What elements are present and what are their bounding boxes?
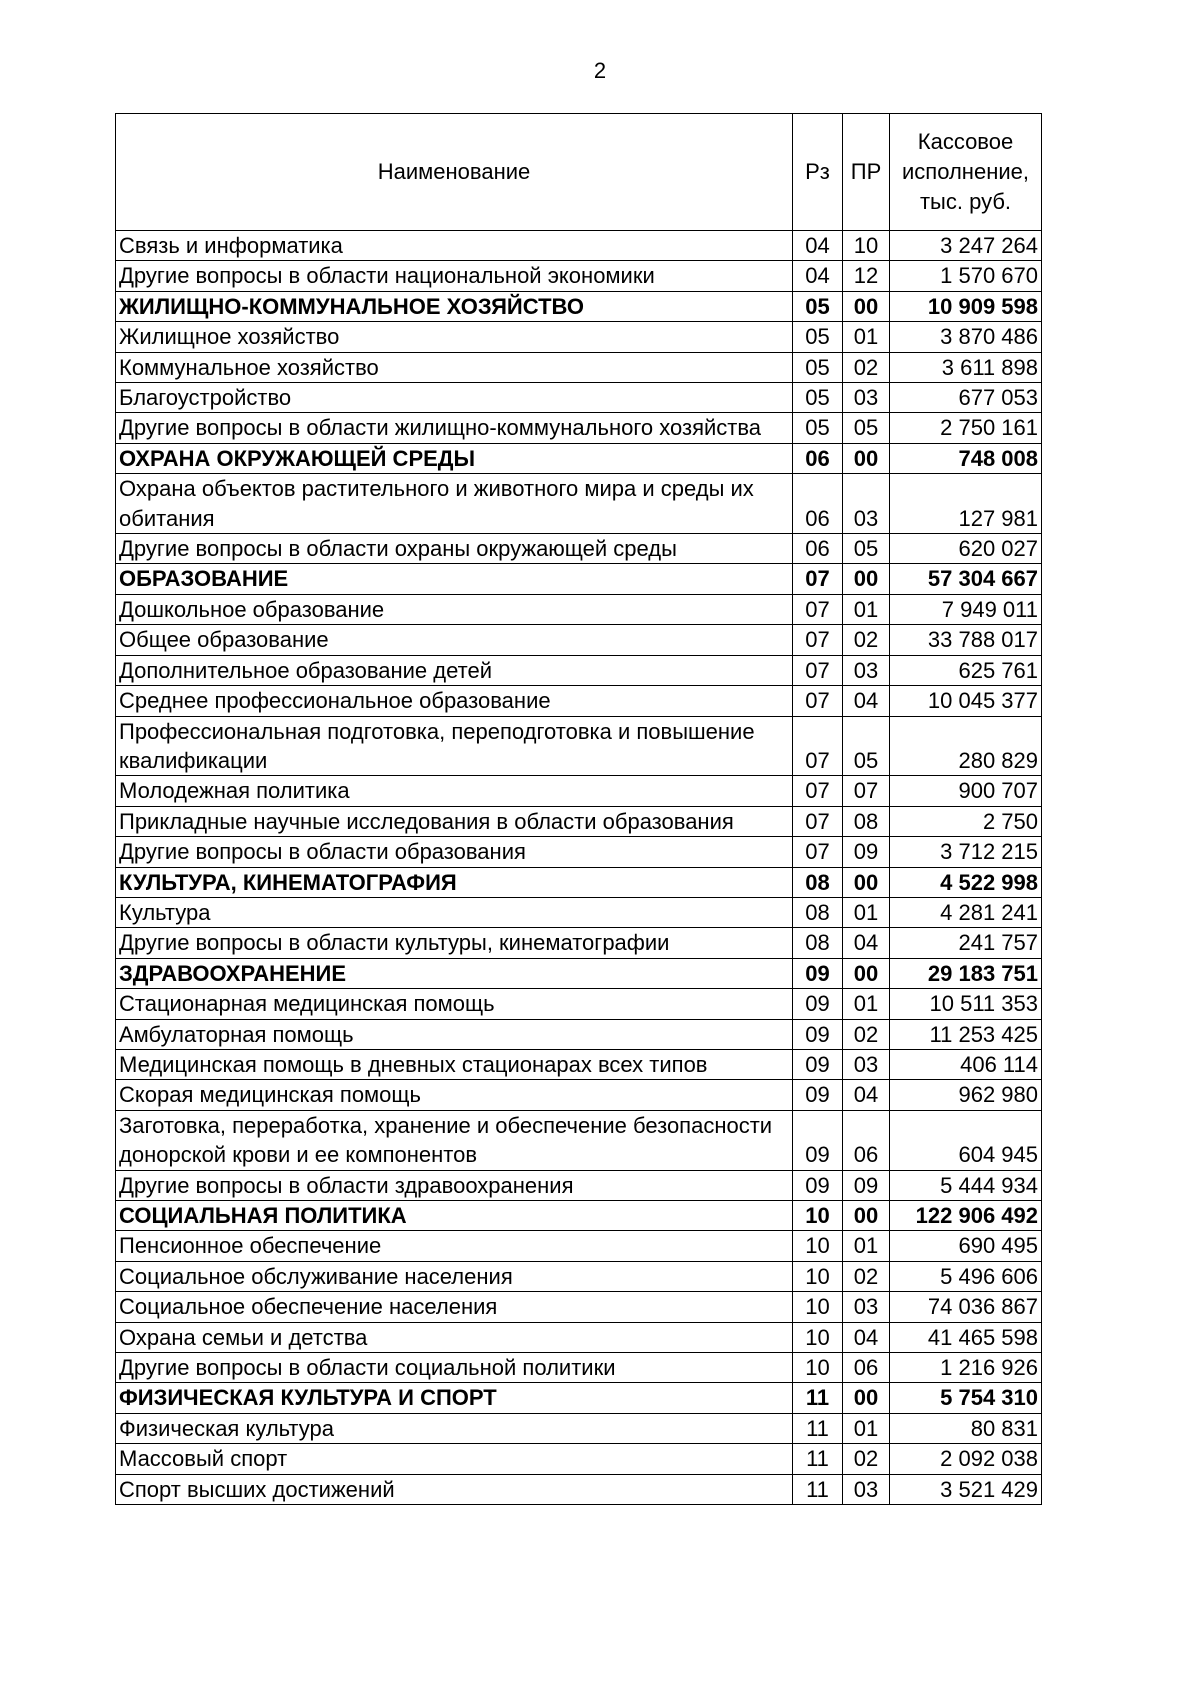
table-row: [116, 1322, 1042, 1352]
row-amount: 748 008: [890, 443, 1042, 473]
row-amount: 4 522 998: [890, 867, 1042, 897]
row-pr: 03: [843, 474, 890, 534]
row-pr: 10: [843, 231, 890, 261]
row-pr: 02: [843, 352, 890, 382]
row-rz: 06: [793, 534, 843, 564]
row-rz: 07: [793, 594, 843, 624]
row-pr: 01: [843, 322, 890, 352]
row-rz: 09: [793, 958, 843, 988]
row-amount: 7 949 011: [890, 594, 1042, 624]
table-row: [116, 897, 1042, 927]
row-amount: 33 788 017: [890, 625, 1042, 655]
table-row: [116, 1080, 1042, 1110]
row-rz: 08: [793, 867, 843, 897]
row-amount: 29 183 751: [890, 958, 1042, 988]
row-name: Охрана объектов растительного и животного мира и среды их обитания: [116, 474, 793, 534]
row-name: Физическая культура: [116, 1413, 793, 1443]
table-row: [116, 261, 1042, 291]
row-pr: 02: [843, 1444, 890, 1474]
header-pr: ПР: [843, 114, 890, 231]
row-rz: 09: [793, 1110, 843, 1170]
row-amount: 5 444 934: [890, 1170, 1042, 1200]
table-row: [116, 1231, 1042, 1261]
row-rz: 10: [793, 1261, 843, 1291]
row-name: Среднее профессиональное образование: [116, 686, 793, 716]
row-amount: 74 036 867: [890, 1292, 1042, 1322]
row-amount: 620 027: [890, 534, 1042, 564]
row-pr: 01: [843, 1413, 890, 1443]
table-row: [116, 474, 1042, 534]
row-rz: 07: [793, 806, 843, 836]
row-amount: 2 750: [890, 806, 1042, 836]
row-name: ЗДРАВООХРАНЕНИЕ: [116, 958, 793, 988]
section-row: [116, 958, 1042, 988]
row-name: Спорт высших достижений: [116, 1474, 793, 1504]
row-rz: 07: [793, 564, 843, 594]
row-rz: 05: [793, 413, 843, 443]
table-row: [116, 1261, 1042, 1291]
row-name: Охрана семьи и детства: [116, 1322, 793, 1352]
budget-execution-table: [115, 113, 1042, 1505]
table-row: [116, 686, 1042, 716]
row-rz: 11: [793, 1413, 843, 1443]
section-row: [116, 867, 1042, 897]
row-amount: 10 909 598: [890, 291, 1042, 321]
row-pr: 02: [843, 1019, 890, 1049]
section-row: [116, 1201, 1042, 1231]
row-rz: 10: [793, 1201, 843, 1231]
row-name: Прикладные научные исследования в области образования: [116, 806, 793, 836]
row-amount: 5 754 310: [890, 1383, 1042, 1413]
row-amount: 3 611 898: [890, 352, 1042, 382]
table-row: [116, 534, 1042, 564]
table-body: [116, 231, 1042, 1505]
table-row: [116, 1474, 1042, 1504]
row-rz: 05: [793, 383, 843, 413]
row-rz: 06: [793, 443, 843, 473]
row-name: Социальное обеспечение населения: [116, 1292, 793, 1322]
row-pr: 03: [843, 383, 890, 413]
table-row: [116, 776, 1042, 806]
row-amount: 406 114: [890, 1049, 1042, 1079]
row-name: Другие вопросы в области жилищно-коммунального хозяйства: [116, 413, 793, 443]
row-name: Общее образование: [116, 625, 793, 655]
row-amount: 5 496 606: [890, 1261, 1042, 1291]
row-pr: 12: [843, 261, 890, 291]
section-row: [116, 443, 1042, 473]
row-name: Скорая медицинская помощь: [116, 1080, 793, 1110]
row-amount: 4 281 241: [890, 897, 1042, 927]
page-number: 2: [593, 58, 607, 83]
table-row: [116, 594, 1042, 624]
row-rz: 11: [793, 1383, 843, 1413]
row-amount: 41 465 598: [890, 1322, 1042, 1352]
row-amount: 900 707: [890, 776, 1042, 806]
row-pr: 08: [843, 806, 890, 836]
table-row: [116, 806, 1042, 836]
row-rz: 09: [793, 1019, 843, 1049]
row-rz: 09: [793, 1049, 843, 1079]
header-name: Наименование: [116, 114, 793, 231]
row-amount: 57 304 667: [890, 564, 1042, 594]
row-rz: 06: [793, 474, 843, 534]
row-amount: 241 757: [890, 928, 1042, 958]
row-rz: 11: [793, 1444, 843, 1474]
table-row: [116, 928, 1042, 958]
row-pr: 00: [843, 867, 890, 897]
table-row: [116, 352, 1042, 382]
row-amount: 1 216 926: [890, 1353, 1042, 1383]
row-name: ЖИЛИЩНО-КОММУНАЛЬНОЕ ХОЗЯЙСТВО: [116, 291, 793, 321]
row-pr: 06: [843, 1110, 890, 1170]
row-rz: 09: [793, 1170, 843, 1200]
row-amount: 280 829: [890, 716, 1042, 776]
table-row: [116, 1292, 1042, 1322]
row-name: Амбулаторная помощь: [116, 1019, 793, 1049]
row-rz: 09: [793, 1080, 843, 1110]
row-rz: 04: [793, 261, 843, 291]
row-pr: 01: [843, 594, 890, 624]
table-row: [116, 837, 1042, 867]
row-rz: 07: [793, 776, 843, 806]
table-row: [116, 989, 1042, 1019]
row-rz: 07: [793, 686, 843, 716]
row-pr: 00: [843, 958, 890, 988]
row-pr: 09: [843, 837, 890, 867]
table-row: [116, 322, 1042, 352]
row-rz: 10: [793, 1322, 843, 1352]
row-name: СОЦИАЛЬНАЯ ПОЛИТИКА: [116, 1201, 793, 1231]
row-pr: 07: [843, 776, 890, 806]
row-amount: 3 521 429: [890, 1474, 1042, 1504]
row-name: Социальное обслуживание населения: [116, 1261, 793, 1291]
table-row: [116, 1413, 1042, 1443]
row-name: ОХРАНА ОКРУЖАЮЩЕЙ СРЕДЫ: [116, 443, 793, 473]
row-name: Пенсионное обеспечение: [116, 1231, 793, 1261]
row-pr: 02: [843, 1261, 890, 1291]
row-pr: 03: [843, 1049, 890, 1079]
row-pr: 05: [843, 716, 890, 776]
row-amount: 80 831: [890, 1413, 1042, 1443]
table-row: [116, 1110, 1042, 1170]
row-amount: 127 981: [890, 474, 1042, 534]
header-rz: Рз: [793, 114, 843, 231]
row-pr: 05: [843, 534, 890, 564]
row-name: Другие вопросы в области культуры, кинематографии: [116, 928, 793, 958]
row-name: Другие вопросы в области здравоохранения: [116, 1170, 793, 1200]
row-name: Заготовка, переработка, хранение и обеспечение безопасности донорской крови и ее компонентов: [116, 1110, 793, 1170]
row-pr: 03: [843, 655, 890, 685]
row-pr: 01: [843, 989, 890, 1019]
row-amount: 3 247 264: [890, 231, 1042, 261]
row-name: Молодежная политика: [116, 776, 793, 806]
row-name: КУЛЬТУРА, КИНЕМАТОГРАФИЯ: [116, 867, 793, 897]
row-amount: 11 253 425: [890, 1019, 1042, 1049]
row-amount: 962 980: [890, 1080, 1042, 1110]
row-name: Другие вопросы в области национальной экономики: [116, 261, 793, 291]
row-pr: 04: [843, 1322, 890, 1352]
row-name: Профессиональная подготовка, переподготовка и повышение квалификации: [116, 716, 793, 776]
table-row: [116, 1170, 1042, 1200]
row-rz: 07: [793, 625, 843, 655]
row-name: Медицинская помощь в дневных стационарах всех типов: [116, 1049, 793, 1079]
row-amount: 690 495: [890, 1231, 1042, 1261]
row-pr: 03: [843, 1474, 890, 1504]
row-amount: 625 761: [890, 655, 1042, 685]
row-pr: 05: [843, 413, 890, 443]
row-pr: 04: [843, 1080, 890, 1110]
row-pr: 00: [843, 1383, 890, 1413]
row-rz: 10: [793, 1231, 843, 1261]
row-name: ФИЗИЧЕСКАЯ КУЛЬТУРА И СПОРТ: [116, 1383, 793, 1413]
row-name: Культура: [116, 897, 793, 927]
table-row: [116, 231, 1042, 261]
row-pr: 00: [843, 564, 890, 594]
row-amount: 10 045 377: [890, 686, 1042, 716]
table-row: [116, 413, 1042, 443]
row-pr: 00: [843, 1201, 890, 1231]
row-name: ОБРАЗОВАНИЕ: [116, 564, 793, 594]
row-pr: 00: [843, 291, 890, 321]
table-row: [116, 716, 1042, 776]
row-pr: 02: [843, 625, 890, 655]
row-name: Дошкольное образование: [116, 594, 793, 624]
row-rz: 05: [793, 291, 843, 321]
row-pr: 01: [843, 897, 890, 927]
table-row: [116, 383, 1042, 413]
row-name: Дополнительное образование детей: [116, 655, 793, 685]
table-row: [116, 655, 1042, 685]
row-amount: 3 712 215: [890, 837, 1042, 867]
table-row: [116, 1049, 1042, 1079]
row-pr: 01: [843, 1231, 890, 1261]
table-header-row: [116, 114, 1042, 231]
header-amount: Кассовое исполнение, тыс. руб.: [890, 114, 1042, 231]
row-name: Другие вопросы в области социальной политики: [116, 1353, 793, 1383]
row-pr: 09: [843, 1170, 890, 1200]
row-amount: 122 906 492: [890, 1201, 1042, 1231]
row-name: Другие вопросы в области образования: [116, 837, 793, 867]
row-name: Жилищное хозяйство: [116, 322, 793, 352]
row-name: Благоустройство: [116, 383, 793, 413]
row-amount: 2 092 038: [890, 1444, 1042, 1474]
row-name: Другие вопросы в области охраны окружающей среды: [116, 534, 793, 564]
row-rz: 10: [793, 1292, 843, 1322]
section-row: [116, 291, 1042, 321]
row-rz: 09: [793, 989, 843, 1019]
row-rz: 10: [793, 1353, 843, 1383]
row-pr: 04: [843, 686, 890, 716]
row-rz: 08: [793, 928, 843, 958]
row-rz: 07: [793, 716, 843, 776]
row-rz: 05: [793, 352, 843, 382]
row-rz: 11: [793, 1474, 843, 1504]
row-rz: 05: [793, 322, 843, 352]
row-rz: 08: [793, 897, 843, 927]
row-rz: 04: [793, 231, 843, 261]
row-pr: 04: [843, 928, 890, 958]
row-amount: 604 945: [890, 1110, 1042, 1170]
row-pr: 06: [843, 1353, 890, 1383]
table-row: [116, 1019, 1042, 1049]
row-name: Коммунальное хозяйство: [116, 352, 793, 382]
table-row: [116, 625, 1042, 655]
row-name: Массовый спорт: [116, 1444, 793, 1474]
section-row: [116, 564, 1042, 594]
row-amount: 3 870 486: [890, 322, 1042, 352]
row-amount: 677 053: [890, 383, 1042, 413]
row-amount: 1 570 670: [890, 261, 1042, 291]
row-rz: 07: [793, 655, 843, 685]
row-name: Стационарная медицинская помощь: [116, 989, 793, 1019]
row-pr: 00: [843, 443, 890, 473]
row-name: Связь и информатика: [116, 231, 793, 261]
row-rz: 07: [793, 837, 843, 867]
row-pr: 03: [843, 1292, 890, 1322]
row-amount: 10 511 353: [890, 989, 1042, 1019]
table-row: [116, 1444, 1042, 1474]
row-amount: 2 750 161: [890, 413, 1042, 443]
section-row: [116, 1383, 1042, 1413]
table-row: [116, 1353, 1042, 1383]
